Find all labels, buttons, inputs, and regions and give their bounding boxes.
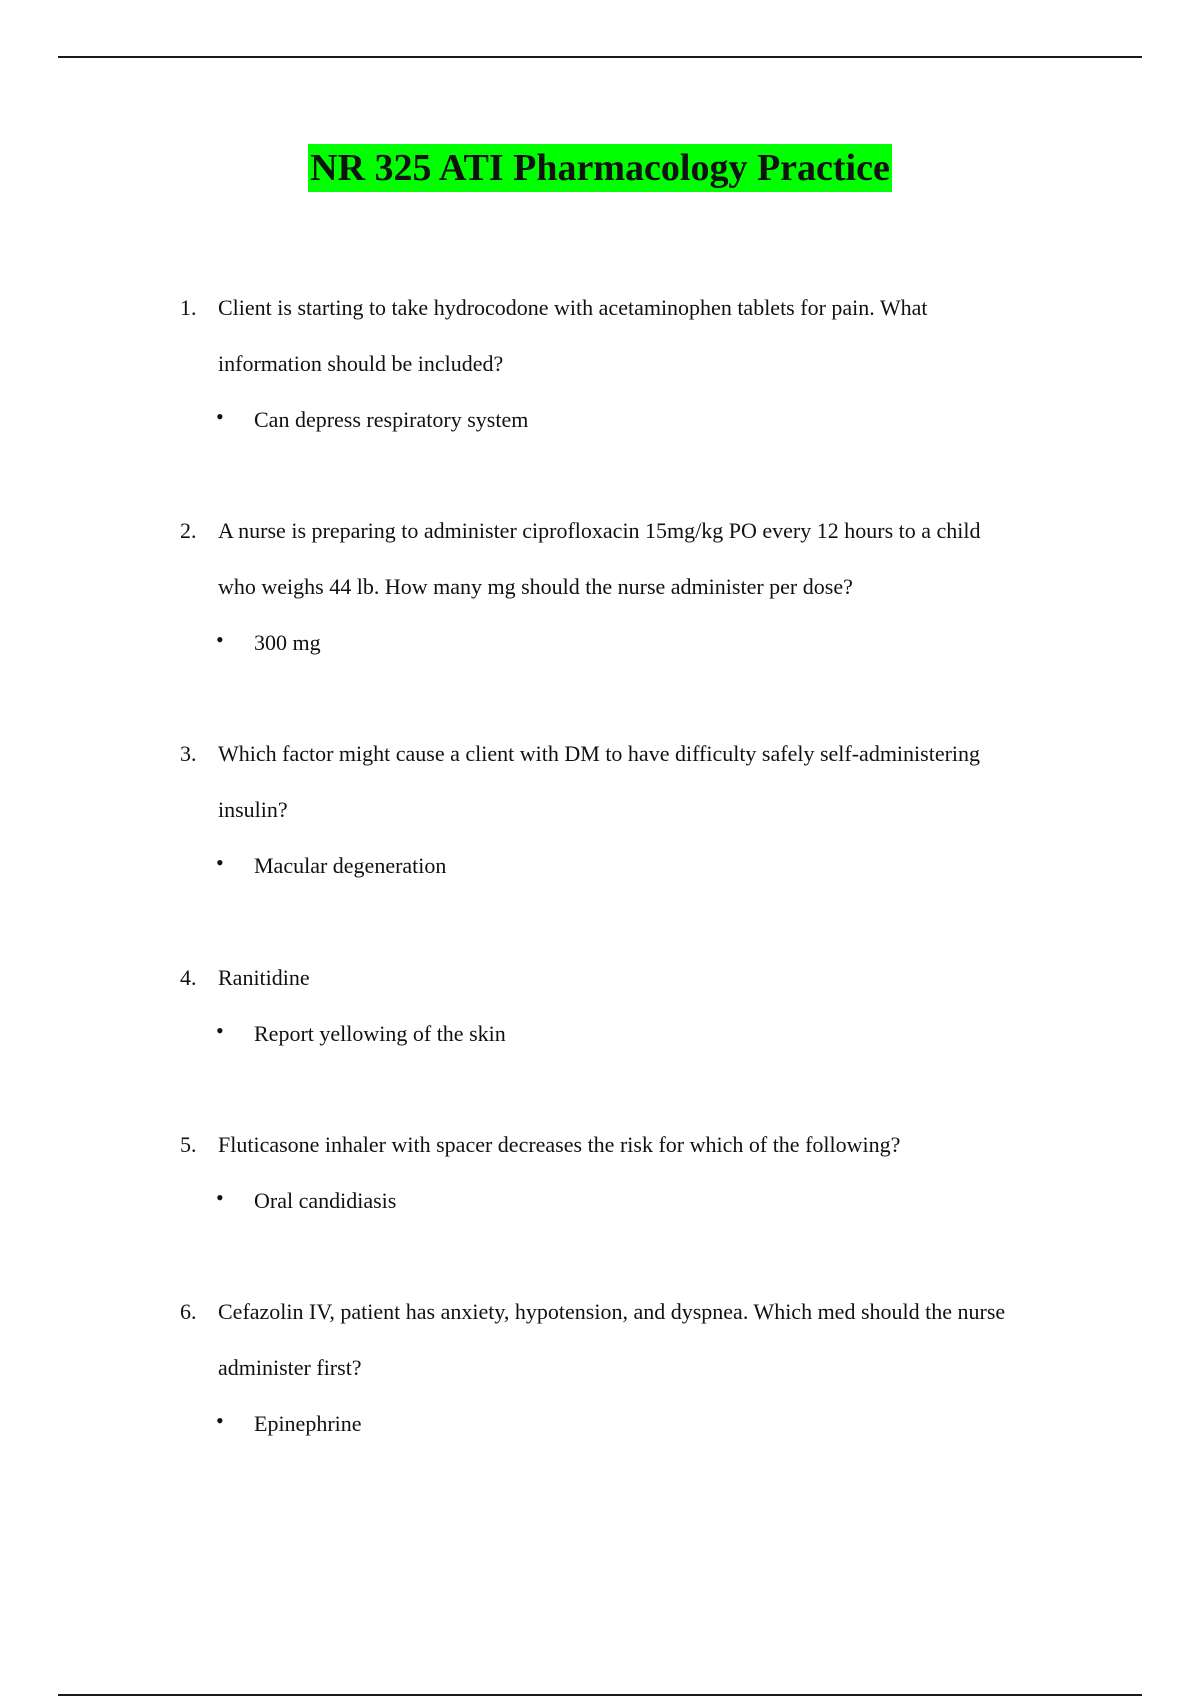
question-item — [180, 1117, 1100, 1229]
question-text: Client is starting to take hydrocodone with acetaminophen tablets for pain. What — [218, 295, 928, 320]
question-number: 3. — [180, 741, 197, 766]
question-number: 6. — [180, 1299, 197, 1324]
bullet-icon: • — [216, 1408, 224, 1433]
answer-text: Epinephrine — [254, 1411, 362, 1436]
answer-item — [180, 392, 1100, 448]
question-line — [180, 559, 1100, 615]
bullet-icon: • — [216, 1018, 224, 1043]
question-number: 4. — [180, 965, 197, 990]
question-item — [180, 726, 1100, 894]
answer-item — [180, 615, 1100, 671]
question-text: Which factor might cause a client with DM to have difficulty safely self-administering — [218, 741, 981, 766]
title-container — [0, 144, 1200, 192]
question-line — [180, 336, 1100, 392]
question-line — [180, 503, 1100, 559]
header-rule — [58, 56, 1142, 58]
answer-item — [180, 1006, 1100, 1062]
bullet-icon: • — [216, 850, 224, 875]
question-text: administer first? — [218, 1355, 362, 1380]
question-number: 5. — [180, 1132, 197, 1157]
question-line — [180, 950, 1100, 1006]
question-item — [180, 280, 1100, 448]
bullet-icon: • — [216, 627, 224, 652]
answer-text: Report yellowing of the skin — [254, 1021, 506, 1046]
question-item — [180, 950, 1100, 1062]
page-title: NR 325 ATI Pharmacology Practice — [308, 144, 892, 192]
bullet-icon: • — [216, 1185, 224, 1210]
question-line — [180, 1284, 1100, 1340]
question-text: information should be included? — [218, 351, 504, 376]
question-line — [180, 782, 1100, 838]
question-line — [180, 280, 1100, 336]
answer-text: 300 mg — [254, 630, 321, 655]
question-text: who weighs 44 lb. How many mg should the nurse administer per dose? — [218, 574, 853, 599]
question-item — [180, 1284, 1100, 1452]
question-number: 2. — [180, 518, 197, 543]
question-line — [180, 726, 1100, 782]
question-line — [180, 1117, 1100, 1173]
bullet-icon: • — [216, 404, 224, 429]
question-text: Ranitidine — [218, 965, 310, 990]
question-text: insulin? — [218, 797, 288, 822]
question-item — [180, 503, 1100, 671]
answer-text: Can depress respiratory system — [254, 407, 529, 432]
footer-rule — [58, 1694, 1142, 1696]
question-line — [180, 1340, 1100, 1396]
answer-item — [180, 838, 1100, 894]
answer-item — [180, 1173, 1100, 1229]
answer-text: Macular degeneration — [254, 853, 447, 878]
question-number: 1. — [180, 295, 197, 320]
answer-item — [180, 1396, 1100, 1452]
answer-text: Oral candidiasis — [254, 1188, 397, 1213]
question-text: Fluticasone inhaler with spacer decreases the risk for which of the following? — [218, 1132, 901, 1157]
question-text: Cefazolin IV, patient has anxiety, hypotension, and dyspnea. Which med should the nurse — [218, 1299, 1006, 1324]
question-text: A nurse is preparing to administer ciprofloxacin 15mg/kg PO every 12 hours to a child — [218, 518, 981, 543]
